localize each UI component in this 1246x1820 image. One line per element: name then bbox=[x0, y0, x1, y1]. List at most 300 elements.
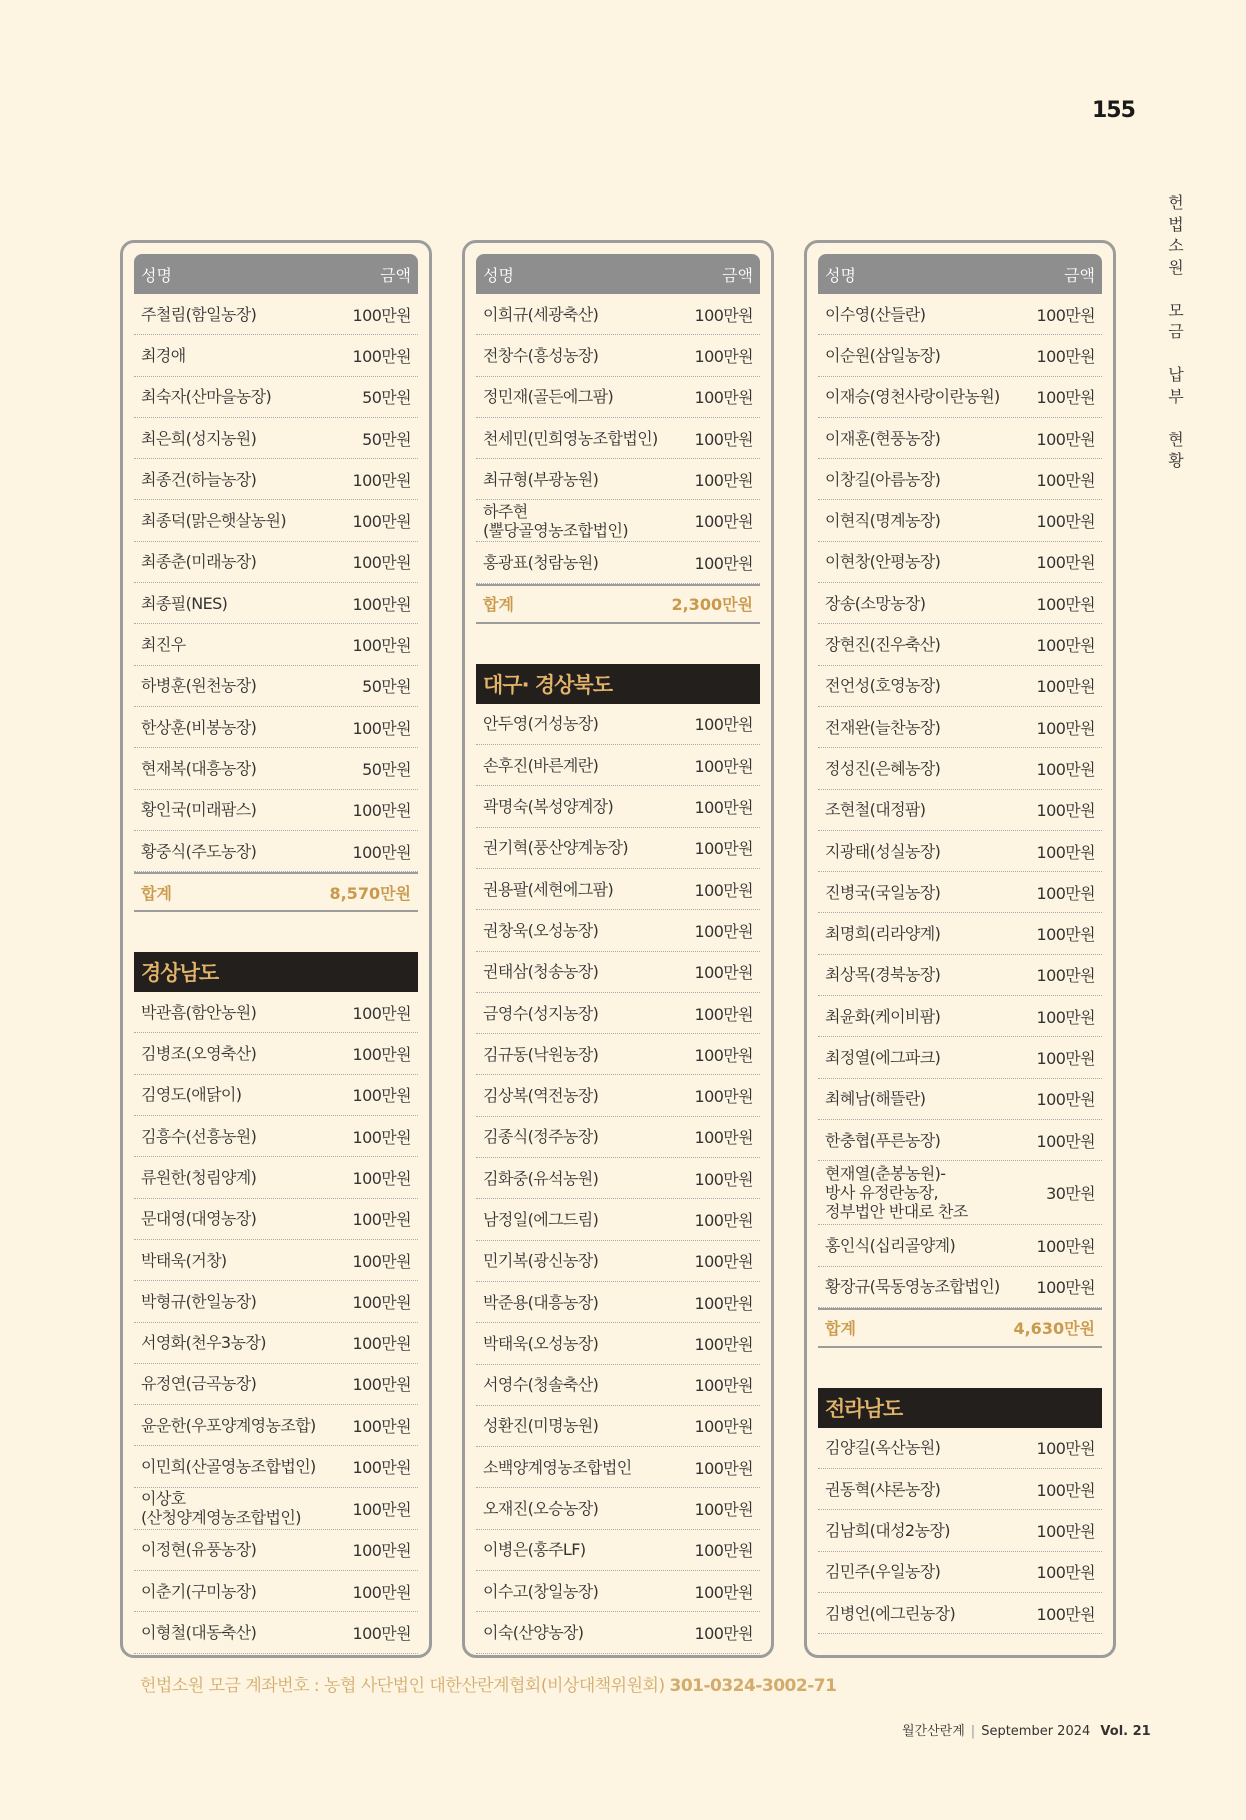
side-title-char: 법 bbox=[1168, 214, 1184, 234]
table-row bbox=[818, 1037, 1102, 1078]
donation-amount: 100만원 bbox=[694, 1376, 753, 1396]
donor-name: 현재열(춘봉농원)- 방사 유정란농장, 정부법안 반대로 찬조 bbox=[825, 1164, 968, 1222]
header-amount: 금액 bbox=[722, 265, 753, 285]
donation-amount: 100만원 bbox=[352, 512, 411, 532]
table-row bbox=[818, 1593, 1102, 1634]
table-row bbox=[134, 1364, 418, 1405]
side-title bbox=[1166, 192, 1186, 472]
donor-name: 주철림(함일농장) bbox=[141, 304, 257, 324]
table-row bbox=[476, 1406, 760, 1447]
donor-name: 이희규(세광축산) bbox=[483, 304, 599, 324]
table-row bbox=[476, 1241, 760, 1282]
donor-name: 진병국(국일농장) bbox=[825, 882, 941, 902]
donor-name: 최윤화(케이비팜) bbox=[825, 1006, 941, 1026]
donation-amount: 100만원 bbox=[1036, 759, 1095, 779]
donation-amount: 100만원 bbox=[694, 880, 753, 900]
donor-name: 전언성(호영농장) bbox=[825, 676, 941, 696]
table-row bbox=[476, 1282, 760, 1323]
total-label: 합계 bbox=[483, 595, 514, 615]
table-row bbox=[476, 869, 760, 910]
donation-amount: 100만원 bbox=[694, 1128, 753, 1148]
total-amount: 2,300만원 bbox=[671, 595, 753, 615]
donation-amount: 100만원 bbox=[1036, 1278, 1095, 1298]
table-row bbox=[476, 1365, 760, 1406]
donor-name: 박준용(대흥농장) bbox=[483, 1292, 599, 1312]
donation-amount: 100만원 bbox=[352, 1458, 411, 1478]
donor-name: 곽명숙(복성양계장) bbox=[483, 797, 614, 817]
donation-amount: 100만원 bbox=[1036, 1048, 1095, 1068]
donation-amount: 100만원 bbox=[352, 1168, 411, 1188]
donation-amount: 100만원 bbox=[694, 1582, 753, 1602]
donation-amount: 100만원 bbox=[694, 1045, 753, 1065]
table-row bbox=[818, 748, 1102, 789]
donor-name: 한상훈(비봉농장) bbox=[141, 717, 257, 737]
donation-amount: 100만원 bbox=[352, 801, 411, 821]
table-row bbox=[818, 707, 1102, 748]
donation-amount: 100만원 bbox=[694, 512, 753, 532]
header-amount: 금액 bbox=[380, 265, 411, 285]
table-row bbox=[476, 459, 760, 500]
donation-amount: 100만원 bbox=[1036, 1522, 1095, 1542]
table-row bbox=[818, 872, 1102, 913]
donation-amount: 100만원 bbox=[694, 1252, 753, 1272]
table-row bbox=[134, 1116, 418, 1157]
side-title-char bbox=[1166, 343, 1186, 365]
donor-table-col3 bbox=[804, 240, 1116, 1658]
table-row bbox=[134, 666, 418, 707]
donation-amount: 100만원 bbox=[1036, 883, 1095, 903]
side-title-char bbox=[1166, 278, 1186, 300]
header-amount: 금액 bbox=[1064, 265, 1095, 285]
table-header bbox=[134, 254, 418, 294]
total-row bbox=[476, 584, 760, 624]
donor-name: 서영수(청솔축산) bbox=[483, 1375, 599, 1395]
table-row bbox=[476, 418, 760, 459]
table-row bbox=[476, 786, 760, 827]
donation-amount: 100만원 bbox=[694, 1004, 753, 1024]
donation-amount: 100만원 bbox=[352, 1086, 411, 1106]
table-row bbox=[818, 1079, 1102, 1120]
donation-amount: 100만원 bbox=[352, 1127, 411, 1147]
table-row bbox=[134, 1446, 418, 1487]
donor-name: 황중식(주도농장) bbox=[141, 841, 257, 861]
table-header bbox=[476, 254, 760, 294]
donor-name: 서영화(천우3농장) bbox=[141, 1333, 266, 1353]
donor-name: 권기혁(풍산양계농장) bbox=[483, 838, 628, 858]
table-row bbox=[134, 294, 418, 335]
table-row bbox=[134, 1240, 418, 1281]
table-row bbox=[818, 666, 1102, 707]
donation-amount: 100만원 bbox=[352, 346, 411, 366]
table-row bbox=[818, 913, 1102, 954]
table-row bbox=[818, 624, 1102, 665]
total-amount: 8,570만원 bbox=[329, 883, 411, 903]
donation-amount: 100만원 bbox=[694, 1087, 753, 1107]
total-label: 합계 bbox=[825, 1319, 856, 1339]
donation-amount: 100만원 bbox=[1036, 553, 1095, 573]
donor-name: 현재복(대흥농장) bbox=[141, 758, 257, 778]
donor-name: 이춘기(구미농장) bbox=[141, 1581, 257, 1601]
donation-amount: 100만원 bbox=[352, 1251, 411, 1271]
donor-name: 김영도(애닭이) bbox=[141, 1085, 242, 1105]
table-row bbox=[134, 1033, 418, 1074]
donor-name: 이순원(삼일농장) bbox=[825, 345, 941, 365]
donor-name: 하주현 (뿔당골영농조합법인) bbox=[483, 501, 628, 540]
donor-name: 홍인식(십리골양계) bbox=[825, 1235, 956, 1255]
donation-amount: 50만원 bbox=[362, 388, 411, 408]
donor-name: 금영수(성지농장) bbox=[483, 1003, 599, 1023]
donation-amount: 100만원 bbox=[352, 1623, 411, 1643]
donor-name: 박태욱(거창) bbox=[141, 1250, 227, 1270]
donation-amount: 100만원 bbox=[694, 1417, 753, 1437]
donation-amount: 100만원 bbox=[1036, 512, 1095, 532]
donor-name: 최명희(리라양계) bbox=[825, 924, 941, 944]
donor-name: 이현직(명계농장) bbox=[825, 511, 941, 531]
donor-name: 소백양계영농조합법인 bbox=[483, 1457, 632, 1477]
table-row bbox=[134, 542, 418, 583]
donor-name: 김화중(유석농원) bbox=[483, 1168, 599, 1188]
table-row bbox=[134, 459, 418, 500]
donor-name: 이창길(아름농장) bbox=[825, 469, 941, 489]
donation-amount: 100만원 bbox=[352, 842, 411, 862]
donation-amount: 100만원 bbox=[1036, 1563, 1095, 1583]
donation-amount: 100만원 bbox=[694, 1623, 753, 1643]
table-row bbox=[476, 828, 760, 869]
donation-amount: 100만원 bbox=[352, 1334, 411, 1354]
donor-name: 김흥수(선흥농원) bbox=[141, 1126, 257, 1146]
donor-name: 오재진(오승농장) bbox=[483, 1499, 599, 1519]
donation-amount: 50만원 bbox=[362, 677, 411, 697]
donation-amount: 100만원 bbox=[352, 1292, 411, 1312]
donation-amount: 100만원 bbox=[694, 305, 753, 325]
table-row bbox=[476, 910, 760, 951]
donor-name: 손후진(바른계란) bbox=[483, 755, 599, 775]
donation-amount: 100만원 bbox=[1036, 636, 1095, 656]
donor-name: 김병조(오영축산) bbox=[141, 1044, 257, 1064]
donation-amount: 100만원 bbox=[694, 921, 753, 941]
donation-amount: 100만원 bbox=[694, 346, 753, 366]
region-title: 대구· 경상북도 bbox=[476, 664, 760, 704]
table-row bbox=[476, 952, 760, 993]
donation-amount: 100만원 bbox=[694, 963, 753, 983]
donor-name: 최종덕(맑은햇살농원) bbox=[141, 511, 286, 531]
donation-amount: 100만원 bbox=[1036, 429, 1095, 449]
donation-amount: 100만원 bbox=[694, 1293, 753, 1313]
total-row bbox=[818, 1308, 1102, 1348]
table-row bbox=[476, 704, 760, 745]
page-number: 155 bbox=[1092, 98, 1135, 123]
donation-amount: 100만원 bbox=[1036, 1236, 1095, 1256]
side-title-char: 소 bbox=[1168, 236, 1184, 255]
donation-amount: 100만원 bbox=[1036, 594, 1095, 614]
donation-amount: 100만원 bbox=[694, 798, 753, 818]
donation-amount: 100만원 bbox=[352, 1416, 411, 1436]
donation-amount: 100만원 bbox=[352, 1541, 411, 1561]
donation-amount: 100만원 bbox=[1036, 718, 1095, 738]
table-row bbox=[476, 335, 760, 376]
donor-name: 윤운한(우포양계영농조합) bbox=[141, 1415, 316, 1435]
donation-amount: 100만원 bbox=[694, 839, 753, 859]
table-row bbox=[134, 335, 418, 376]
donor-name: 민기복(광신농장) bbox=[483, 1251, 599, 1271]
donation-amount: 100만원 bbox=[1036, 305, 1095, 325]
donation-amount: 100만원 bbox=[694, 1500, 753, 1520]
donor-name: 류원한(청림양계) bbox=[141, 1167, 257, 1187]
donor-name: 이상호 (산청양계영농조합법인) bbox=[141, 1489, 301, 1528]
table-row bbox=[818, 1510, 1102, 1551]
donation-amount: 100만원 bbox=[694, 1169, 753, 1189]
table-row bbox=[134, 418, 418, 459]
volume: Vol. 21 bbox=[1100, 1724, 1151, 1739]
donor-name: 최종춘(미래농장) bbox=[141, 552, 257, 572]
table-row bbox=[818, 459, 1102, 500]
donor-name: 최혜남(해뜰란) bbox=[825, 1089, 926, 1109]
donation-amount: 100만원 bbox=[1036, 1480, 1095, 1500]
donor-name: 최경애 bbox=[141, 345, 186, 365]
total-row bbox=[134, 872, 418, 912]
donor-name: 정민재(골든에그팜) bbox=[483, 387, 614, 407]
side-title-char: 모 bbox=[1168, 300, 1184, 320]
table-row bbox=[134, 377, 418, 418]
side-title-char: 부 bbox=[1168, 386, 1184, 406]
donation-amount: 100만원 bbox=[1036, 1439, 1095, 1459]
donor-name: 최은희(성지농원) bbox=[141, 428, 257, 448]
side-title-char: 금 bbox=[1168, 322, 1184, 341]
donor-name: 이형철(대동축산) bbox=[141, 1622, 257, 1642]
table-row bbox=[818, 335, 1102, 376]
donor-name: 최종필(NES) bbox=[141, 593, 228, 613]
donation-amount: 100만원 bbox=[352, 1375, 411, 1395]
table-row bbox=[476, 294, 760, 335]
table-row bbox=[134, 1157, 418, 1198]
donor-name: 이정현(유풍농장) bbox=[141, 1540, 257, 1560]
donation-amount: 100만원 bbox=[1036, 388, 1095, 408]
donation-amount: 100만원 bbox=[1036, 1007, 1095, 1027]
donor-name: 최종건(하늘농장) bbox=[141, 469, 257, 489]
side-title-char: 납 bbox=[1168, 365, 1184, 384]
donation-amount: 100만원 bbox=[352, 1499, 411, 1519]
donor-name: 김종식(정주농장) bbox=[483, 1127, 599, 1147]
donor-name: 황인국(미래팜스) bbox=[141, 800, 257, 820]
header-name: 성명 bbox=[483, 265, 514, 285]
table-row bbox=[134, 707, 418, 748]
donation-amount: 100만원 bbox=[694, 1210, 753, 1230]
donation-amount: 100만원 bbox=[1036, 346, 1095, 366]
table-row bbox=[476, 745, 760, 786]
table-row bbox=[818, 790, 1102, 831]
table-row bbox=[818, 583, 1102, 624]
table-row bbox=[476, 1323, 760, 1364]
region-title: 경상남도 bbox=[134, 952, 418, 992]
donor-name: 김상복(역전농장) bbox=[483, 1086, 599, 1106]
table-row bbox=[134, 500, 418, 541]
donation-amount: 100만원 bbox=[352, 1582, 411, 1602]
table-row bbox=[476, 1447, 760, 1488]
donation-amount: 50만원 bbox=[362, 759, 411, 779]
table-row bbox=[818, 377, 1102, 418]
donor-name: 장송(소망농장) bbox=[825, 593, 926, 613]
donation-amount: 100만원 bbox=[694, 756, 753, 776]
table-row bbox=[476, 1571, 760, 1612]
donor-name: 성환진(미명농원) bbox=[483, 1416, 599, 1436]
total-amount: 4,630만원 bbox=[1013, 1319, 1095, 1339]
donor-name: 최숙자(산마을농장) bbox=[141, 387, 272, 407]
table-row bbox=[134, 992, 418, 1033]
donor-name: 김남희(대성2농장) bbox=[825, 1521, 950, 1541]
table-row bbox=[818, 1469, 1102, 1510]
donation-amount: 100만원 bbox=[352, 553, 411, 573]
table-row bbox=[476, 1612, 760, 1653]
donor-name: 권태삼(청송농장) bbox=[483, 962, 599, 982]
table-row bbox=[134, 583, 418, 624]
donor-name: 최진우 bbox=[141, 635, 186, 655]
donation-amount: 100만원 bbox=[1036, 1131, 1095, 1151]
table-row bbox=[476, 1199, 760, 1240]
table-row bbox=[134, 1612, 418, 1653]
donor-name: 문대영(대영농장) bbox=[141, 1209, 257, 1229]
table-row bbox=[476, 542, 760, 583]
table-row bbox=[476, 500, 760, 542]
table-row bbox=[818, 1161, 1102, 1225]
table-row bbox=[134, 790, 418, 831]
table-row bbox=[134, 1075, 418, 1116]
donation-amount: 100만원 bbox=[1036, 1604, 1095, 1624]
donor-name: 최정열(에그파크) bbox=[825, 1047, 941, 1067]
donor-name: 하병훈(원천농장) bbox=[141, 676, 257, 696]
table-row bbox=[818, 1428, 1102, 1469]
total-label: 합계 bbox=[141, 883, 172, 903]
donation-amount: 100만원 bbox=[694, 470, 753, 490]
donation-amount: 30만원 bbox=[1046, 1184, 1095, 1204]
donor-name: 전창수(흥성농장) bbox=[483, 345, 599, 365]
donation-amount: 100만원 bbox=[694, 1334, 753, 1354]
table-row bbox=[134, 748, 418, 789]
donation-amount: 100만원 bbox=[1036, 1090, 1095, 1110]
table-row bbox=[134, 1281, 418, 1322]
donor-name: 권용팔(세현에그팜) bbox=[483, 879, 614, 899]
table-row bbox=[476, 993, 760, 1034]
donor-name: 박형규(한일농장) bbox=[141, 1291, 257, 1311]
table-row bbox=[476, 1530, 760, 1571]
donation-amount: 100만원 bbox=[352, 305, 411, 325]
table-row bbox=[818, 1120, 1102, 1161]
donor-name: 권창욱(오성농장) bbox=[483, 920, 599, 940]
donor-name: 박태욱(오성농장) bbox=[483, 1333, 599, 1353]
donation-amount: 100만원 bbox=[694, 554, 753, 574]
table-row bbox=[818, 294, 1102, 335]
donation-amount: 100만원 bbox=[352, 594, 411, 614]
donation-amount: 50만원 bbox=[362, 429, 411, 449]
table-row bbox=[134, 1199, 418, 1240]
table-row bbox=[134, 1488, 418, 1530]
donor-name: 김양길(옥산농원) bbox=[825, 1438, 941, 1458]
donor-name: 최상목(경북농장) bbox=[825, 965, 941, 985]
table-row bbox=[476, 1117, 760, 1158]
donor-name: 이재훈(현풍농장) bbox=[825, 428, 941, 448]
table-row bbox=[818, 542, 1102, 583]
donor-name: 장현진(진우축산) bbox=[825, 635, 941, 655]
donation-amount: 100만원 bbox=[1036, 966, 1095, 986]
table-row bbox=[818, 500, 1102, 541]
donor-name: 전재완(늘찬농장) bbox=[825, 717, 941, 737]
donation-amount: 100만원 bbox=[1036, 801, 1095, 821]
table-row bbox=[818, 418, 1102, 459]
table-row bbox=[818, 831, 1102, 872]
donor-name: 남정일(에그드림) bbox=[483, 1209, 599, 1229]
table-row bbox=[818, 996, 1102, 1037]
donation-amount: 100만원 bbox=[694, 1541, 753, 1561]
side-title-char: 현 bbox=[1168, 429, 1184, 449]
table-row bbox=[134, 624, 418, 665]
side-title-char: 헌 bbox=[1168, 193, 1184, 212]
table-row bbox=[476, 1034, 760, 1075]
region-title: 전라남도 bbox=[818, 1388, 1102, 1428]
donor-name: 한충협(푸른농장) bbox=[825, 1130, 941, 1150]
donation-amount: 100만원 bbox=[694, 1458, 753, 1478]
side-title-char bbox=[1166, 407, 1186, 429]
header-name: 성명 bbox=[825, 265, 856, 285]
table-row bbox=[818, 1225, 1102, 1266]
donor-name: 이숙(산양농장) bbox=[483, 1622, 584, 1642]
donation-amount: 100만원 bbox=[1036, 470, 1095, 490]
table-row bbox=[134, 1571, 418, 1612]
side-title-char: 원 bbox=[1168, 257, 1184, 277]
donation-amount: 100만원 bbox=[694, 429, 753, 449]
donor-name: 홍광표(청람농원) bbox=[483, 553, 599, 573]
table-row bbox=[134, 831, 418, 872]
donation-amount: 100만원 bbox=[352, 1003, 411, 1023]
donor-name: 최규형(부광농원) bbox=[483, 469, 599, 489]
donor-name: 이수고(창일농장) bbox=[483, 1581, 599, 1601]
donor-name: 유정연(금곡농장) bbox=[141, 1374, 257, 1394]
table-row bbox=[818, 955, 1102, 996]
donation-amount: 100만원 bbox=[352, 636, 411, 656]
donor-name: 정성진(은혜농장) bbox=[825, 758, 941, 778]
donor-name: 이현창(안평농장) bbox=[825, 552, 941, 572]
donation-amount: 100만원 bbox=[694, 388, 753, 408]
magazine-footer: 월간산란계 | September 2024 Vol. 21 bbox=[902, 1724, 1151, 1739]
donation-amount: 100만원 bbox=[1036, 677, 1095, 697]
donor-name: 이민희(산골영농조합법인) bbox=[141, 1457, 316, 1477]
donation-amount: 100만원 bbox=[352, 1045, 411, 1065]
table-row bbox=[134, 1323, 418, 1364]
table-header bbox=[818, 254, 1102, 294]
donor-name: 지광태(성실농장) bbox=[825, 841, 941, 861]
account-info bbox=[140, 1671, 836, 1696]
table-row bbox=[476, 1488, 760, 1529]
issue-date: September 2024 bbox=[981, 1724, 1091, 1739]
donor-name: 조현철(대정팜) bbox=[825, 800, 926, 820]
table-row bbox=[476, 1158, 760, 1199]
donor-name: 권동혁(샤론농장) bbox=[825, 1479, 941, 1499]
header-name: 성명 bbox=[141, 265, 172, 285]
donor-name: 박관흠(함안농원) bbox=[141, 1002, 257, 1022]
donor-name: 김병언(에그린농장) bbox=[825, 1603, 956, 1623]
donor-name: 김민주(우일농장) bbox=[825, 1562, 941, 1582]
donor-table-col1 bbox=[120, 240, 432, 1658]
table-row bbox=[134, 1405, 418, 1446]
donor-name: 이수영(산들란) bbox=[825, 304, 926, 324]
table-row bbox=[476, 377, 760, 418]
donor-name: 김규동(낙원농장) bbox=[483, 1044, 599, 1064]
table-row bbox=[476, 1075, 760, 1116]
donor-name: 천세민(민희영농조합법인) bbox=[483, 428, 658, 448]
account-number: 301-0324-3002-71 bbox=[669, 1676, 837, 1696]
account-label: 헌법소원 모금 계좌번호 : 농협 사단법인 대한산란계협회(비상대책위원회) bbox=[140, 1676, 665, 1696]
table-row bbox=[134, 1530, 418, 1571]
magazine-name: 월간산란계 bbox=[902, 1724, 965, 1739]
donation-amount: 100만원 bbox=[352, 470, 411, 490]
